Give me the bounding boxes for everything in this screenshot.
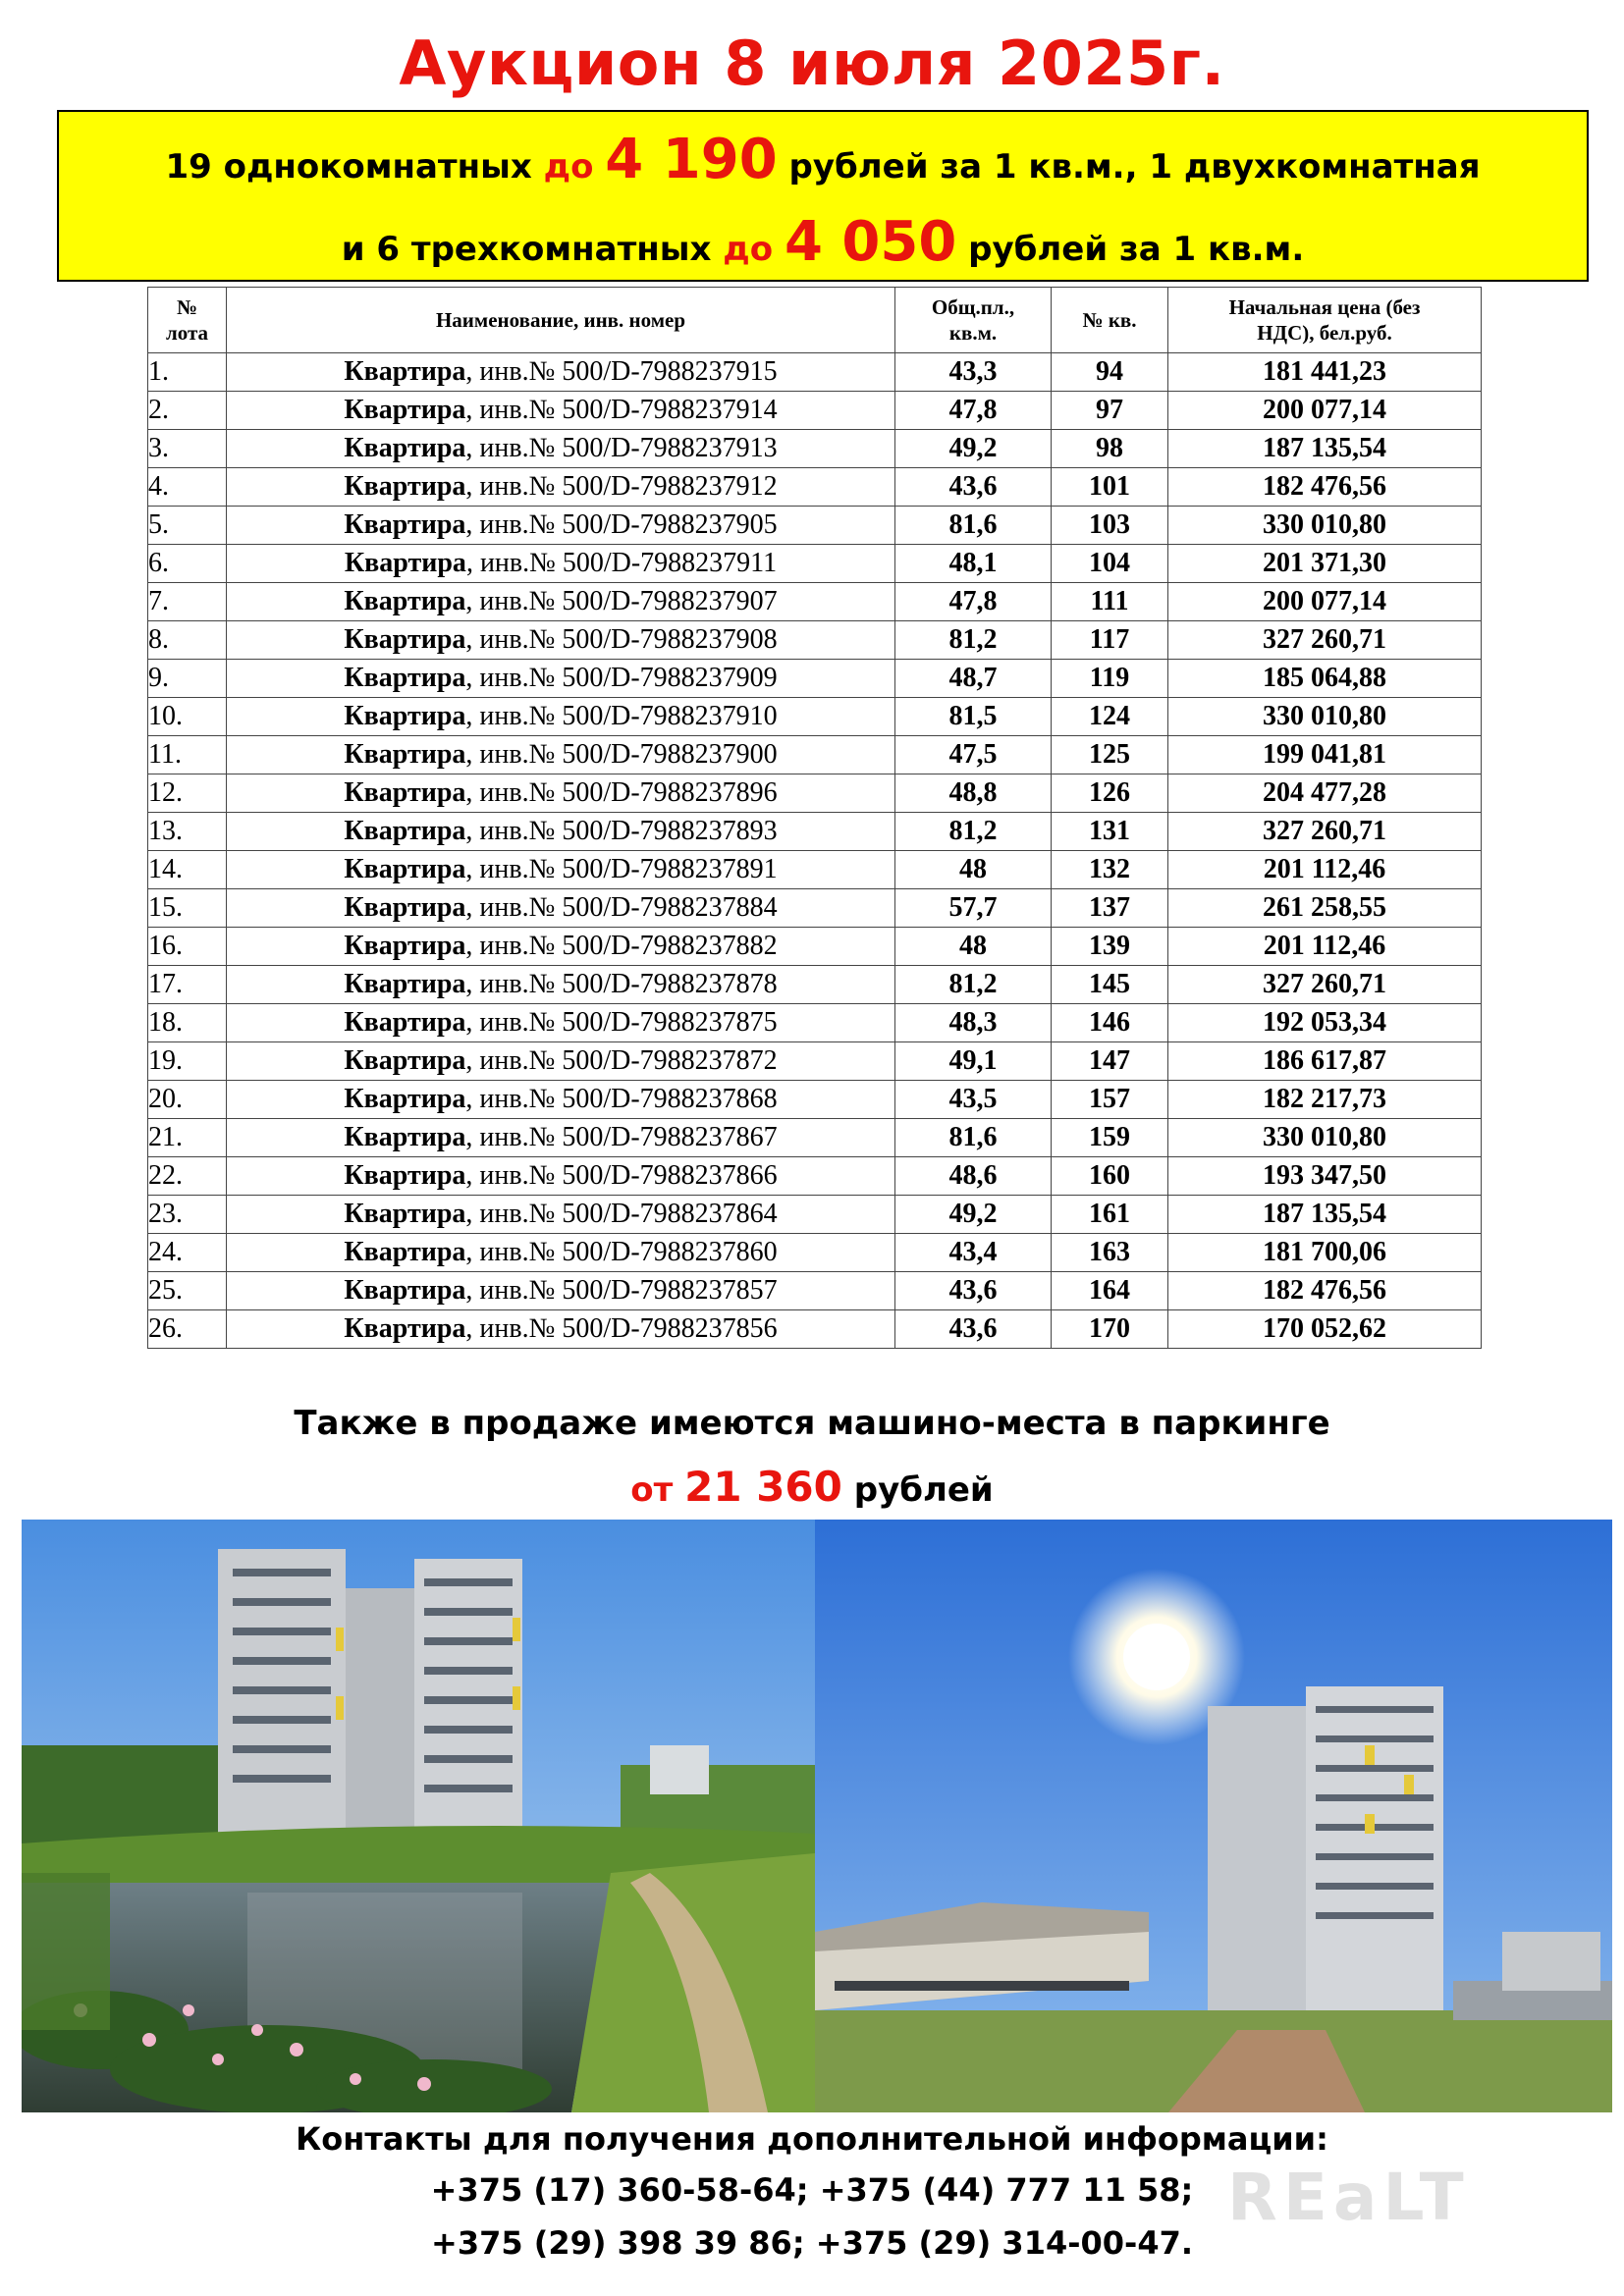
lot-apartment: 139	[1052, 928, 1168, 966]
contacts-phones-2: +375 (29) 398 39 86; +375 (29) 314-00-47.	[431, 2224, 1193, 2262]
lot-price: 261 258,55	[1168, 889, 1482, 928]
lot-apartment: 146	[1052, 1004, 1168, 1042]
lot-area: 47,5	[895, 736, 1052, 774]
lot-inv-number: , инв.№ 500/D-7988237909	[465, 663, 778, 693]
lot-inv-number: , инв.№ 500/D-7988237884	[465, 892, 778, 923]
lot-name	[227, 889, 895, 928]
lot-name-type: Квартира	[344, 1045, 466, 1076]
lot-price: 193 347,50	[1168, 1157, 1482, 1196]
lot-area: 81,5	[895, 698, 1052, 736]
lot-name-type: Квартира	[344, 548, 466, 578]
lot-name	[227, 1310, 895, 1349]
lot-inv-number: , инв.№ 500/D-7988237900	[465, 739, 778, 770]
lot-name-type: Квартира	[344, 586, 466, 616]
lot-area: 57,7	[895, 889, 1052, 928]
lot-area: 48,7	[895, 660, 1052, 698]
lot-name-type: Квартира	[344, 816, 466, 846]
lot-area: 43,6	[895, 1310, 1052, 1349]
lot-inv-number: , инв.№ 500/D-7988237872	[465, 1045, 778, 1076]
lot-name	[227, 430, 895, 468]
lot-apartment: 163	[1052, 1234, 1168, 1272]
lot-number: 4.	[148, 468, 227, 507]
lot-price: 181 700,06	[1168, 1234, 1482, 1272]
table-row	[148, 1081, 1482, 1119]
table-row	[148, 1157, 1482, 1196]
lot-name-type: Квартира	[344, 701, 466, 731]
lot-name	[227, 966, 895, 1004]
lot-price: 182 217,73	[1168, 1081, 1482, 1119]
page-title: Аукцион 8 июля 2025г.	[399, 27, 1225, 99]
lot-inv-number: , инв.№ 500/D-7988237868	[465, 1084, 778, 1114]
lot-area: 49,2	[895, 1196, 1052, 1234]
lot-name-type: Квартира	[344, 471, 466, 502]
table-header-row	[148, 288, 1482, 353]
table-row	[148, 889, 1482, 928]
banner-line-1: 19 однокомнатных до 4 190 рублей за 1 кв.м., 1 двухкомнатная	[165, 128, 1481, 191]
lot-area: 43,4	[895, 1234, 1052, 1272]
table-row	[148, 1119, 1482, 1157]
lot-inv-number: , инв.№ 500/D-7988237908	[465, 624, 778, 655]
table-row	[148, 1234, 1482, 1272]
lot-apartment: 117	[1052, 621, 1168, 660]
lot-number: 25.	[148, 1272, 227, 1310]
table-row	[148, 468, 1482, 507]
banner-line-2: и 6 трехкомнатных до 4 050 рублей за 1 кв.м.	[341, 210, 1305, 274]
lots-table	[147, 287, 1482, 1349]
lot-apartment: 119	[1052, 660, 1168, 698]
lot-name	[227, 507, 895, 545]
lot-name	[227, 545, 895, 583]
lot-name-type: Квартира	[344, 1275, 466, 1306]
lot-apartment: 94	[1052, 353, 1168, 392]
lot-area: 49,2	[895, 430, 1052, 468]
lot-apartment: 132	[1052, 851, 1168, 889]
lot-name	[227, 353, 895, 392]
lot-number: 1.	[148, 353, 227, 392]
lot-apartment: 137	[1052, 889, 1168, 928]
lot-area: 47,8	[895, 583, 1052, 621]
lot-name-type: Квартира	[344, 395, 466, 425]
lot-number: 2.	[148, 392, 227, 430]
lot-apartment: 145	[1052, 966, 1168, 1004]
table-row	[148, 1196, 1482, 1234]
lot-number: 5.	[148, 507, 227, 545]
lot-price: 330 010,80	[1168, 1119, 1482, 1157]
lot-apartment: 111	[1052, 583, 1168, 621]
lot-number: 6.	[148, 545, 227, 583]
lot-apartment: 161	[1052, 1196, 1168, 1234]
lot-inv-number: , инв.№ 500/D-7988237913	[465, 433, 778, 463]
lot-price: 182 476,56	[1168, 1272, 1482, 1310]
lot-area: 47,8	[895, 392, 1052, 430]
table-row	[148, 698, 1482, 736]
lot-apartment: 125	[1052, 736, 1168, 774]
lot-price: 201 112,46	[1168, 851, 1482, 889]
lot-name-type: Квартира	[344, 1122, 466, 1152]
lot-name	[227, 583, 895, 621]
lot-area: 43,5	[895, 1081, 1052, 1119]
lot-name	[227, 851, 895, 889]
lot-apartment: 160	[1052, 1157, 1168, 1196]
table-row	[148, 430, 1482, 468]
lot-inv-number: , инв.№ 500/D-7988237860	[465, 1237, 778, 1267]
table-row	[148, 813, 1482, 851]
lot-number: 12.	[148, 774, 227, 813]
lot-name-type: Квартира	[344, 1237, 466, 1267]
lot-name	[227, 928, 895, 966]
lot-number: 13.	[148, 813, 227, 851]
lot-name-type: Квартира	[344, 663, 466, 693]
lot-inv-number: , инв.№ 500/D-7988237864	[465, 1199, 778, 1229]
lot-name-type: Квартира	[344, 777, 466, 808]
lot-name	[227, 392, 895, 430]
lot-number: 18.	[148, 1004, 227, 1042]
contacts-heading: Контакты для получения дополнительной информации:	[296, 2120, 1328, 2158]
lot-number: 19.	[148, 1042, 227, 1081]
lot-name-type: Квартира	[344, 1084, 466, 1114]
lot-name	[227, 774, 895, 813]
lot-price: 327 260,71	[1168, 621, 1482, 660]
lot-area: 48	[895, 851, 1052, 889]
lot-price: 192 053,34	[1168, 1004, 1482, 1042]
lot-price: 181 441,23	[1168, 353, 1482, 392]
lot-area: 43,6	[895, 1272, 1052, 1310]
lot-price: 187 135,54	[1168, 1196, 1482, 1234]
table-row	[148, 545, 1482, 583]
table-row	[148, 660, 1482, 698]
lot-number: 15.	[148, 889, 227, 928]
table-row	[148, 621, 1482, 660]
lot-price: 200 077,14	[1168, 583, 1482, 621]
table-row	[148, 928, 1482, 966]
lot-area: 81,2	[895, 621, 1052, 660]
table-row	[148, 774, 1482, 813]
lot-number: 16.	[148, 928, 227, 966]
lot-apartment: 164	[1052, 1272, 1168, 1310]
lot-number: 3.	[148, 430, 227, 468]
lot-area: 43,6	[895, 468, 1052, 507]
lot-name-type: Квартира	[344, 433, 466, 463]
lot-inv-number: , инв.№ 500/D-7988237911	[465, 548, 778, 578]
table-row	[148, 583, 1482, 621]
lot-number: 21.	[148, 1119, 227, 1157]
lot-name-type: Квартира	[344, 739, 466, 770]
lot-area: 48,3	[895, 1004, 1052, 1042]
lot-price: 182 476,56	[1168, 468, 1482, 507]
lot-name	[227, 660, 895, 698]
lot-name	[227, 698, 895, 736]
lot-price: 330 010,80	[1168, 507, 1482, 545]
lot-inv-number: , инв.№ 500/D-7988237893	[465, 816, 778, 846]
lot-name	[227, 736, 895, 774]
lot-name	[227, 1004, 895, 1042]
lot-inv-number: , инв.№ 500/D-7988237878	[465, 969, 778, 999]
lot-apartment: 101	[1052, 468, 1168, 507]
lot-inv-number: , инв.№ 500/D-7988237896	[465, 777, 778, 808]
lot-price: 170 052,62	[1168, 1310, 1482, 1349]
table-row	[148, 851, 1482, 889]
lot-price: 201 112,46	[1168, 928, 1482, 966]
lot-price: 185 064,88	[1168, 660, 1482, 698]
lot-price: 327 260,71	[1168, 813, 1482, 851]
header-area: Общ.пл., кв.м.	[895, 288, 1052, 353]
lot-number: 14.	[148, 851, 227, 889]
lot-price: 327 260,71	[1168, 966, 1482, 1004]
lot-name	[227, 1234, 895, 1272]
lot-area: 49,1	[895, 1042, 1052, 1081]
table-row	[148, 1272, 1482, 1310]
lot-price: 186 617,87	[1168, 1042, 1482, 1081]
lot-area: 48,6	[895, 1157, 1052, 1196]
lot-price: 199 041,81	[1168, 736, 1482, 774]
contacts-phones-1: +375 (17) 360-58-64; +375 (44) 777 11 58;	[430, 2171, 1194, 2209]
lot-apartment: 170	[1052, 1310, 1168, 1349]
lot-area: 81,6	[895, 1119, 1052, 1157]
lot-name	[227, 813, 895, 851]
realt-watermark-logo: REaLT	[1227, 2160, 1470, 2235]
lot-inv-number: , инв.№ 500/D-7988237866	[465, 1160, 778, 1191]
lot-name-type: Квартира	[344, 624, 466, 655]
lot-inv-number: , инв.№ 500/D-7988237857	[465, 1275, 778, 1306]
lot-apartment: 124	[1052, 698, 1168, 736]
parking-line: Также в продаже имеются машино-места в паркинге	[294, 1404, 1330, 1443]
lot-number: 7.	[148, 583, 227, 621]
lot-name-type: Квартира	[344, 1007, 466, 1038]
lot-name-type: Квартира	[344, 969, 466, 999]
lot-area: 81,2	[895, 966, 1052, 1004]
lot-inv-number: , инв.№ 500/D-7988237912	[465, 471, 778, 502]
lot-apartment: 104	[1052, 545, 1168, 583]
lot-number: 22.	[148, 1157, 227, 1196]
lot-price: 201 371,30	[1168, 545, 1482, 583]
lot-number: 24.	[148, 1234, 227, 1272]
lot-apartment: 159	[1052, 1119, 1168, 1157]
table-row	[148, 507, 1482, 545]
lot-number: 11.	[148, 736, 227, 774]
lot-inv-number: , инв.№ 500/D-7988237910	[465, 701, 778, 731]
lot-number: 10.	[148, 698, 227, 736]
lot-price: 204 477,28	[1168, 774, 1482, 813]
building-photo-parking	[815, 1520, 1612, 2112]
lot-apartment: 147	[1052, 1042, 1168, 1081]
lot-area: 48,1	[895, 545, 1052, 583]
lot-number: 26.	[148, 1310, 227, 1349]
lot-apartment: 157	[1052, 1081, 1168, 1119]
price-banner	[57, 110, 1589, 282]
lot-name-type: Квартира	[344, 1160, 466, 1191]
lot-price: 200 077,14	[1168, 392, 1482, 430]
lot-inv-number: , инв.№ 500/D-7988237914	[465, 395, 778, 425]
lot-inv-number: , инв.№ 500/D-7988237875	[465, 1007, 778, 1038]
lot-name-type: Квартира	[344, 356, 466, 387]
table-row	[148, 1310, 1482, 1349]
lot-name	[227, 1119, 895, 1157]
lot-name-type: Квартира	[344, 1313, 466, 1344]
lot-inv-number: , инв.№ 500/D-7988237856	[465, 1313, 778, 1344]
lot-inv-number: , инв.№ 500/D-7988237867	[465, 1122, 778, 1152]
lot-apartment: 97	[1052, 392, 1168, 430]
header-apt: № кв.	[1052, 288, 1168, 353]
lot-price: 187 135,54	[1168, 430, 1482, 468]
lot-apartment: 98	[1052, 430, 1168, 468]
lot-area: 81,6	[895, 507, 1052, 545]
lot-name	[227, 468, 895, 507]
lot-area: 43,3	[895, 353, 1052, 392]
lot-area: 48	[895, 928, 1052, 966]
lot-name	[227, 1157, 895, 1196]
header-price: Начальная цена (без НДС), бел.руб.	[1168, 288, 1482, 353]
lot-inv-number: , инв.№ 500/D-7988237882	[465, 931, 778, 961]
lot-number: 20.	[148, 1081, 227, 1119]
lot-name	[227, 1272, 895, 1310]
lot-name	[227, 1042, 895, 1081]
lot-name-type: Квартира	[344, 892, 466, 923]
lot-area: 81,2	[895, 813, 1052, 851]
lot-number: 17.	[148, 966, 227, 1004]
parking-price: от 21 360 рублей	[630, 1463, 994, 1511]
lot-name-type: Квартира	[344, 854, 466, 884]
table-row	[148, 1042, 1482, 1081]
lot-name-type: Квартира	[344, 1199, 466, 1229]
lot-inv-number: , инв.№ 500/D-7988237915	[465, 356, 778, 387]
table-row	[148, 392, 1482, 430]
lot-inv-number: , инв.№ 500/D-7988237907	[465, 586, 778, 616]
header-lot: № лота	[148, 288, 227, 353]
lot-number: 9.	[148, 660, 227, 698]
lot-price: 330 010,80	[1168, 698, 1482, 736]
lot-name	[227, 1081, 895, 1119]
table-row	[148, 736, 1482, 774]
lot-inv-number: , инв.№ 500/D-7988237891	[465, 854, 778, 884]
lot-apartment: 126	[1052, 774, 1168, 813]
lot-inv-number: , инв.№ 500/D-7988237905	[465, 509, 778, 540]
lot-apartment: 103	[1052, 507, 1168, 545]
lot-area: 48,8	[895, 774, 1052, 813]
table-row	[148, 1004, 1482, 1042]
lot-apartment: 131	[1052, 813, 1168, 851]
lot-name	[227, 621, 895, 660]
lot-number: 23.	[148, 1196, 227, 1234]
table-row	[148, 353, 1482, 392]
lot-number: 8.	[148, 621, 227, 660]
lot-name	[227, 1196, 895, 1234]
building-photo-pond	[22, 1520, 815, 2112]
lot-name-type: Квартира	[344, 931, 466, 961]
table-row	[148, 966, 1482, 1004]
lot-name-type: Квартира	[344, 509, 466, 540]
header-name: Наименование, инв. номер	[227, 288, 895, 353]
